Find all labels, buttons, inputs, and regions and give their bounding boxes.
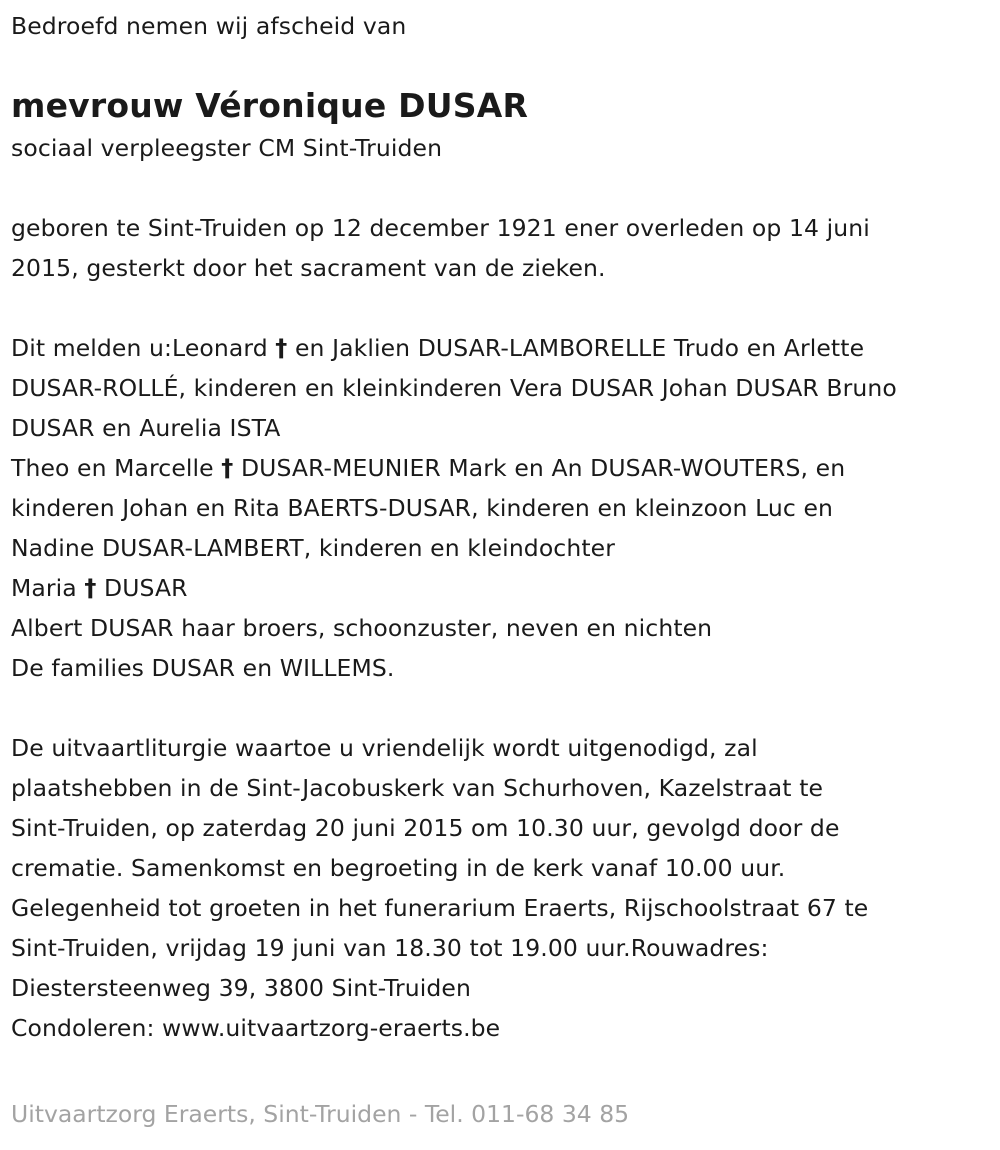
funeral-line-3: Sint-Truiden, op zaterdag 20 juni 2015 om 10.30 uur, gevolgd door de: [11, 814, 840, 842]
funeral-line-4: crematie. Samenkomst en begroeting in de kerk vanaf 10.00 uur.: [11, 854, 786, 882]
family-line-3: DUSAR en Aurelia ISTA: [11, 414, 281, 442]
funeral-line-5: Gelegenheid tot groeten in het funerarium Eraerts, Rijschoolstraat 67 te: [11, 894, 869, 922]
family-line-4-start: Theo en Marcelle: [11, 454, 222, 482]
deceased-name: mevrouw Véronique DUSAR: [11, 86, 529, 125]
family-line-7: [11, 568, 1000, 608]
cross-icon: †: [275, 334, 288, 362]
birth-death-paragraph: [11, 208, 1000, 288]
cross-icon: †: [221, 454, 234, 482]
funeral-line-1: De uitvaartliturgie waartoe u vriendelijk wordt uitgenodigd, zal: [11, 734, 758, 762]
condolence-line: Condoleren: www.uitvaartzorg-eraerts.be: [11, 1014, 501, 1042]
birth-line-1: geboren te Sint-Truiden op 12 december 1921 ener overleden op 14 juni: [11, 214, 870, 242]
family-line-7-start: Maria: [11, 574, 85, 602]
family-line-5: kinderen Johan en Rita BAERTS-DUSAR, kinderen en kleinzoon Luc en: [11, 494, 833, 522]
birth-line-2: 2015, gesterkt door het sacrament van de zieken.: [11, 254, 606, 282]
intro-text: Bedroefd nemen wij afscheid van: [11, 12, 407, 40]
cross-icon: †: [84, 574, 97, 602]
funeral-line-6: Sint-Truiden, vrijdag 19 juni van 18.30 tot 19.00 uur.Rouwadres:: [11, 934, 769, 962]
funeral-paragraph: [11, 728, 1000, 1048]
family-line-2: DUSAR-ROLLÉ, kinderen en kleinkinderen Vera DUSAR Johan DUSAR Bruno: [11, 374, 897, 402]
family-line-7-end: DUSAR: [96, 574, 188, 602]
profession-text: sociaal verpleegster CM Sint-Truiden: [11, 134, 443, 162]
funeral-line-2: plaatshebben in de Sint-Jacobuskerk van Schurhoven, Kazelstraat te: [11, 774, 824, 802]
family-line-1-end: en Jaklien DUSAR-LAMBORELLE Trudo en Arlette: [287, 334, 865, 362]
funeral-home-footer: Uitvaartzorg Eraerts, Sint-Truiden - Tel. 011-68 34 85: [11, 1100, 630, 1128]
funeral-line-7: Diestersteenweg 39, 3800 Sint-Truiden: [11, 974, 471, 1002]
family-line-1: [11, 328, 1000, 368]
family-line-6: Nadine DUSAR-LAMBERT, kinderen en kleindochter: [11, 534, 615, 562]
family-line-4: [11, 448, 1000, 488]
family-line-1-start: Dit melden u:Leonard: [11, 334, 276, 362]
family-line-9: De families DUSAR en WILLEMS.: [11, 654, 395, 682]
family-line-8: Albert DUSAR haar broers, schoonzuster, neven en nichten: [11, 614, 713, 642]
family-line-4-end: DUSAR-MEUNIER Mark en An DUSAR-WOUTERS, en: [233, 454, 846, 482]
family-paragraph: [11, 328, 1000, 688]
